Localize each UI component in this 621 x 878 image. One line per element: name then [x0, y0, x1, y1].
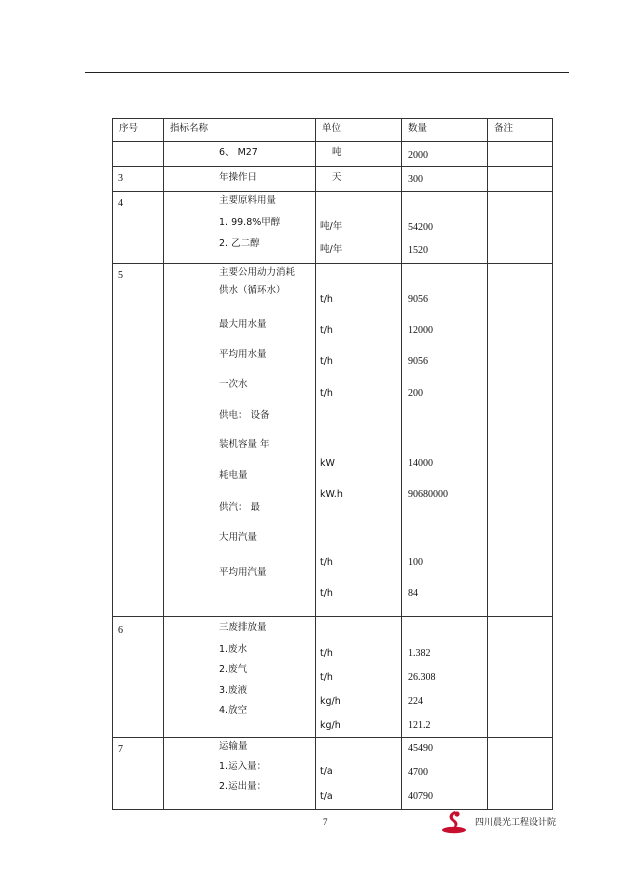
item-text: 1.运入量： [219, 761, 267, 772]
row-items [164, 167, 316, 192]
item-text: 运输量 [219, 741, 248, 752]
item-text: 6、 M27 [219, 147, 258, 158]
row-values [402, 167, 488, 192]
item-text: 三废排放量 [219, 622, 267, 633]
row-remark [488, 617, 553, 738]
row-remark [488, 192, 553, 264]
table-row [113, 617, 553, 738]
item-text: 装机容量 年 [219, 439, 270, 450]
row-values [402, 738, 488, 810]
item-text: 1.废水 [219, 644, 248, 655]
page-number: 7 [323, 817, 328, 827]
value-text: 100 [408, 557, 423, 568]
row-seq [113, 167, 164, 192]
company-logo-icon [440, 808, 468, 834]
header-rule [85, 72, 569, 73]
unit-text: t/h [320, 648, 333, 659]
unit-text: kW.h [320, 489, 343, 500]
value-text: 9056 [408, 356, 428, 367]
value-text: 2000 [408, 150, 428, 161]
spec-table [112, 118, 553, 810]
row-values [402, 142, 488, 167]
row-remark [488, 167, 553, 192]
item-text: 平均用水量 [219, 349, 267, 360]
row-seq [113, 142, 164, 167]
table-header-row [113, 119, 553, 142]
value-text: 300 [408, 174, 423, 185]
item-text: 1. 99.8%甲醇 [219, 217, 281, 228]
value-text: 54200 [408, 222, 433, 233]
row-remark [488, 142, 553, 167]
unit-text: 吨 [332, 147, 342, 158]
item-text: 3.废液 [219, 685, 248, 696]
value-text: 45490 [408, 743, 433, 754]
unit-text: t/h [320, 325, 333, 336]
item-text: 一次水 [219, 379, 248, 390]
row-remark [488, 264, 553, 617]
header-remark: 备注 [488, 119, 553, 142]
item-text: 供电： 设备 [219, 410, 270, 421]
row-values [402, 192, 488, 264]
header-name: 指标名称 [164, 119, 316, 142]
value-text: 224 [408, 696, 423, 707]
item-text: 主要公用动力消耗 [219, 267, 296, 278]
header-unit: 单位 [316, 119, 402, 142]
value-text: 4700 [408, 767, 428, 778]
row-units [316, 167, 402, 192]
value-text: 9056 [408, 294, 428, 305]
item-text: 2.运出量： [219, 781, 267, 792]
value-text: 40790 [408, 791, 433, 802]
unit-text: t/a [320, 766, 333, 777]
seq-text: 7 [118, 744, 123, 755]
row-units [316, 264, 402, 617]
item-text: 2. 乙二醇 [219, 238, 260, 249]
table-row [113, 192, 553, 264]
item-text: 4.放空 [219, 705, 248, 716]
item-text: 主要原料用量 [219, 195, 277, 206]
value-text: 14000 [408, 458, 433, 469]
row-items [164, 738, 316, 810]
row-items [164, 617, 316, 738]
seq-text: 3 [118, 173, 123, 184]
unit-text: t/h [320, 388, 333, 399]
value-text: 26.308 [408, 672, 436, 683]
unit-text: t/h [320, 294, 333, 305]
unit-text: t/a [320, 791, 333, 802]
table-row [113, 738, 553, 810]
seq-text: 6 [118, 625, 123, 636]
value-text: 200 [408, 388, 423, 399]
item-text: 供汽： 最 [219, 502, 261, 513]
unit-text: t/h [320, 356, 333, 367]
value-text: 1520 [408, 245, 428, 256]
row-seq [113, 738, 164, 810]
item-text: 平均用汽量 [219, 567, 267, 578]
value-text: 90680000 [408, 489, 448, 500]
table-row [113, 142, 553, 167]
header-quantity: 数量 [402, 119, 488, 142]
item-text: 年操作日 [219, 172, 258, 183]
row-remark [488, 738, 553, 810]
unit-text: 天 [332, 172, 342, 183]
value-text: 121.2 [408, 720, 431, 731]
value-text: 1.382 [408, 648, 431, 659]
value-text: 12000 [408, 325, 433, 336]
row-seq [113, 617, 164, 738]
row-units [316, 142, 402, 167]
item-text: 耗电量 [219, 470, 248, 481]
unit-text: kg/h [320, 720, 341, 731]
value-text: 84 [408, 588, 418, 599]
item-text: 供水（循环水） [219, 285, 286, 296]
unit-text: t/h [320, 588, 333, 599]
item-text: 最大用水量 [219, 319, 267, 330]
company-name: 四川晨光工程设计院 [475, 818, 557, 828]
row-values [402, 617, 488, 738]
row-units [316, 617, 402, 738]
table-row [113, 167, 553, 192]
row-items [164, 192, 316, 264]
table-row [113, 264, 553, 617]
unit-text: kW [320, 458, 335, 469]
unit-text: t/h [320, 557, 333, 568]
row-items [164, 264, 316, 617]
header-seq: 序号 [113, 119, 164, 142]
item-text: 大用汽量 [219, 532, 258, 543]
unit-text: kg/h [320, 696, 341, 707]
seq-text: 5 [118, 270, 123, 281]
seq-text: 4 [118, 198, 123, 209]
row-units [316, 192, 402, 264]
unit-text: 吨/年 [320, 221, 343, 232]
unit-text: 吨/年 [320, 244, 343, 255]
row-items [164, 142, 316, 167]
row-units [316, 738, 402, 810]
row-values [402, 264, 488, 617]
unit-text: t/h [320, 672, 333, 683]
row-seq [113, 264, 164, 617]
item-text: 2.废气 [219, 664, 248, 675]
row-seq [113, 192, 164, 264]
